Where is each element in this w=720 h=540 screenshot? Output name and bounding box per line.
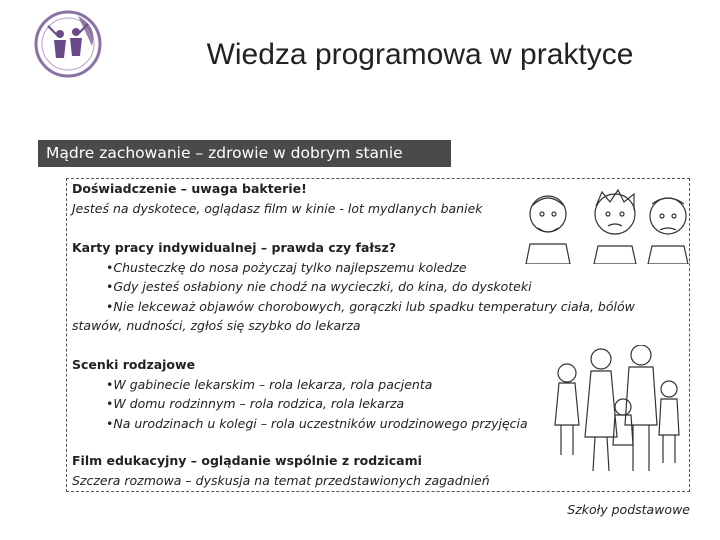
block-heading: Film edukacyjny – oglądanie wspólnie z rodzicami: [72, 453, 422, 468]
list-item: •Gdy jesteś osłabiony nie chodź na wycieczki, do kina, do dyskoteki: [106, 279, 532, 294]
block-heading: Doświadczenie – uwaga bakterie!: [72, 181, 307, 196]
block-role-play: [72, 355, 528, 433]
organization-logo: [8, 6, 128, 106]
family-illustration: [545, 345, 685, 475]
page-title: Wiedza programowa w praktyce: [206, 38, 634, 71]
list-item: •Chusteczkę do nosa pożyczaj tylko najlepszemu koledze: [106, 259, 467, 275]
list-item: •Nie lekceważ objawów chorobowych, gorączki lub spadku temperatury ciała, bólów: [106, 298, 635, 314]
list-item-continuation: stawów, nudności, zgłoś się szybko do lekarza: [72, 318, 361, 333]
list-item: •W gabinecie lekarskim – rola lekarza, rola pacjenta: [106, 376, 433, 392]
list-item: •W domu rodzinnym – rola rodzica, rola lekarza: [106, 396, 405, 411]
block-film: [72, 451, 490, 490]
block-text: Szczera rozmowa – dyskusja na temat przedstawionych zagadnień: [72, 472, 490, 488]
sick-children-illustration: [520, 184, 690, 264]
logo-caption: [8, 82, 128, 88]
section-title-bar: Mądre zachowanie – zdrowie w dobrym stanie: [38, 140, 451, 167]
block-text: Jesteś na dyskotece, oglądasz film w kinie - lot mydlanych baniek: [72, 200, 483, 216]
footer-label: Szkoły podstawowe: [567, 502, 690, 517]
block-heading: Scenki rodzajowe: [72, 357, 196, 372]
block-heading: Karty pracy indywidualnej – prawda czy fałsz?: [72, 240, 397, 255]
block-experiment: [72, 179, 483, 218]
list-item: •Na urodzinach u kolegi – rola uczestników urodzinowego przyjęcia: [106, 415, 528, 431]
